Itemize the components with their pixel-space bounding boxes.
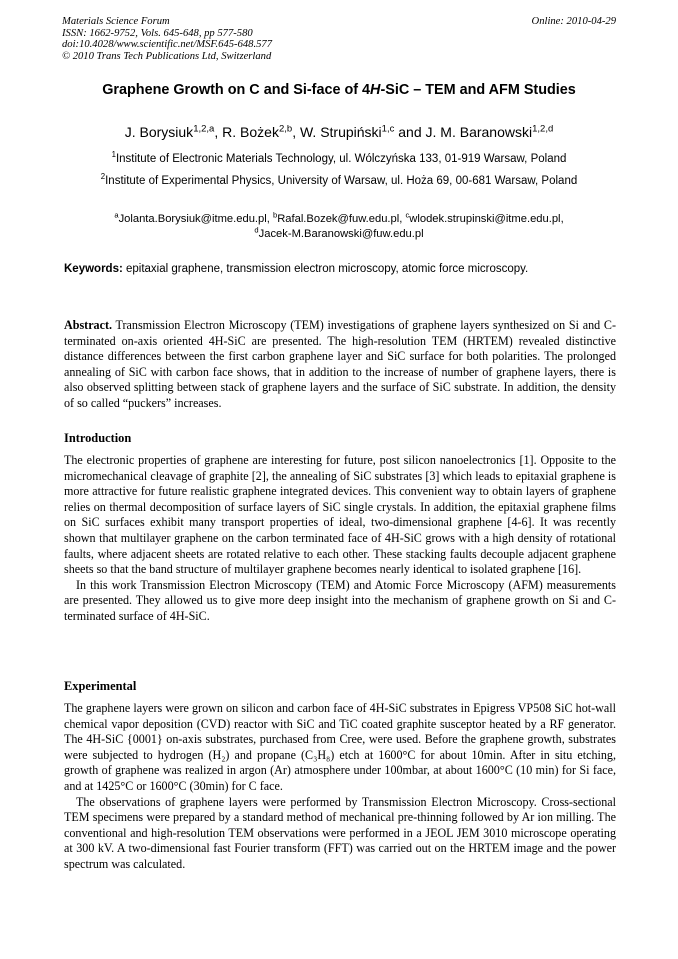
- email-address[interactable]: Jolanta.Borysiuk@itme.edu.pl: [118, 213, 267, 225]
- issn-line: ISSN: 1662-9752, Vols. 645-648, pp 577-580: [62, 27, 253, 39]
- email-sup: c: [405, 210, 410, 220]
- introduction-heading: Introduction: [64, 431, 132, 445]
- email-sup: a: [114, 210, 119, 220]
- author-sup: 1,2,d: [532, 123, 554, 135]
- email-block: [40, 212, 638, 242]
- doi-line: doi:10.4028/www.scientific.net/MSF.645-648.577: [62, 39, 272, 51]
- author-name: W. Strupiński: [299, 124, 382, 140]
- email-line-1: [40, 212, 638, 227]
- introduction-paragraph: In this work Transmission Electron Microscopy (TEM) and Atomic Force Microscopy (AFM) measurements are presented. They allowed us to give more deep insight into the mechanism of graphene growth on Si and C-terminated surface of 4H-SiC.: [64, 577, 616, 623]
- keywords: [64, 263, 624, 275]
- email-sep: ,: [560, 213, 564, 225]
- author-sup: 1,c: [381, 123, 395, 135]
- journal-name: Materials Science Forum: [62, 16, 170, 27]
- online-date: Online: 2010-04-29: [531, 16, 616, 27]
- email-sep: ,: [399, 213, 406, 225]
- author-sup: 1,2,a: [193, 123, 215, 135]
- experimental-paragraph: The observations of graphene layers were performed by Transmission Electron Microscopy. Cross-sectional TEM specimens were prepared by a standard method of mechanical pre-thinning followed by Ar ion milling. The conventional and high-resolution TEM observations were performed in a JEOL JEM 3010 microscope operating at 300 kV. A two-dimensional fast Fourier transform (FFT) was carried out on the HRTEM image and the power spectrum was calculated.: [64, 794, 616, 871]
- author-sep: and: [394, 124, 426, 140]
- affiliation-text: Institute of Electronic Materials Technology, ul. Wólczyńska 133, 01-919 Warsaw, Poland: [115, 153, 567, 165]
- author-name: J. M. Baranowski: [425, 124, 533, 140]
- email-sup: b: [272, 210, 278, 220]
- introduction-body: [64, 453, 616, 625]
- email-line-2: [40, 227, 638, 242]
- author-name: J. Borysiuk: [124, 124, 194, 140]
- experimental-heading: Experimental: [64, 679, 137, 693]
- author-name: R. Bożek: [222, 124, 279, 140]
- affiliation-num: 2: [100, 172, 106, 182]
- experimental-body: [64, 701, 616, 873]
- email-address[interactable]: wlodek.strupinski@itme.edu.pl: [409, 213, 561, 225]
- title-part1: Graphene Growth on C and Si-face of 4: [102, 82, 371, 98]
- affiliation-2: [40, 172, 638, 187]
- keywords-label: Keywords:: [64, 263, 123, 275]
- copyright-line: © 2010 Trans Tech Publications Ltd, Switzerland: [62, 50, 272, 62]
- abstract-label: Abstract.: [64, 318, 113, 332]
- author-sep: ,: [214, 124, 223, 140]
- paper-title: [40, 82, 638, 98]
- title-part2: -SiC – TEM and AFM Studies: [380, 82, 576, 98]
- email-address[interactable]: Rafal.Bozek@fuw.edu.pl: [277, 213, 400, 225]
- abstract-text: Transmission Electron Microscopy (TEM) investigations of graphene layers synthesized on Si and C-terminated on-axis oriented 4H-SiC are presented. The high-resolution TEM (HRTEM) revealed distinctive distance differences between the first carbon graphene layer and SiC surface for both polarities. The prolonged annealing of SiC with carbon face shows, that in addition to the increase of number of graphene layers, there is also observed splitting between stack of graphene layers and the surface of SiC substrate. In addition, the density of so called “puckers” increases.: [64, 318, 616, 410]
- email-address[interactable]: Jacek-M.Baranowski@fuw.edu.pl: [258, 228, 424, 240]
- affiliation-text: Institute of Experimental Physics, University of Warsaw, ul. Hoża 69, 00-681 Warsaw, Poland: [105, 175, 578, 187]
- title-italic: H: [370, 82, 381, 98]
- keywords-text: epitaxial graphene, transmission electron microscopy, atomic force microscopy.: [122, 263, 529, 275]
- author-sup: 2,b: [278, 123, 293, 135]
- email-sup: d: [254, 225, 259, 235]
- abstract: [64, 318, 616, 412]
- author-list: [40, 124, 638, 140]
- journal-header: [62, 16, 272, 62]
- introduction-paragraph: The electronic properties of graphene are interesting for future, post silicon nanoelectronics [1]. Opposite to the micromechanical cleavage of graphite [2], the annealing of SiC substrates [3] which leads to epitaxial graphene is more attractive for future realistic graphene integrated devices. This convenient way to obtain layers of graphene relies on thermal decomposition of surface layers of SiC single crystals. In addition, the epitaxial graphene films on SiC surfaces exhibit many transport properties of ideal, two-dimensional graphene [4-6]. It was recently shown that multilayer graphene on the carbon terminated face of 4H-SiC grows with a high density of rotational faults, where adjacent sheets are rotated relative to each other. These stacking faults decouple adjacent graphene sheets so that the band structure of multilayer graphene becomes nearly identical to isolated graphene [16].: [64, 453, 616, 577]
- experimental-paragraph: The graphene layers were grown on silicon and carbon face of 4H-SiC substrates in Epigress VP508 SiC hot-wall chemical vapor deposition (CVD) reactor with SiC and TiC coated graphite susceptor heated by a RF generator. The 4H-SiC {0001} on-axis substrates, purchased from Cree, were used. Before the graphene growth, substrates were subjected to hydrogen (H₂) and propane (C₃H₈) etch at 1600°C for about 10min. After in situ etching, growth of graphene was realized in argon (Ar) atmosphere under 100mbar, at about 1600°C (10 min) for Si face, and at 1425°C or 1600°C (30min) for C face.: [64, 701, 616, 793]
- affiliation-1: [40, 150, 638, 165]
- email-sep: ,: [266, 213, 273, 225]
- author-sep: ,: [292, 124, 300, 140]
- affiliation-num: 1: [111, 150, 116, 160]
